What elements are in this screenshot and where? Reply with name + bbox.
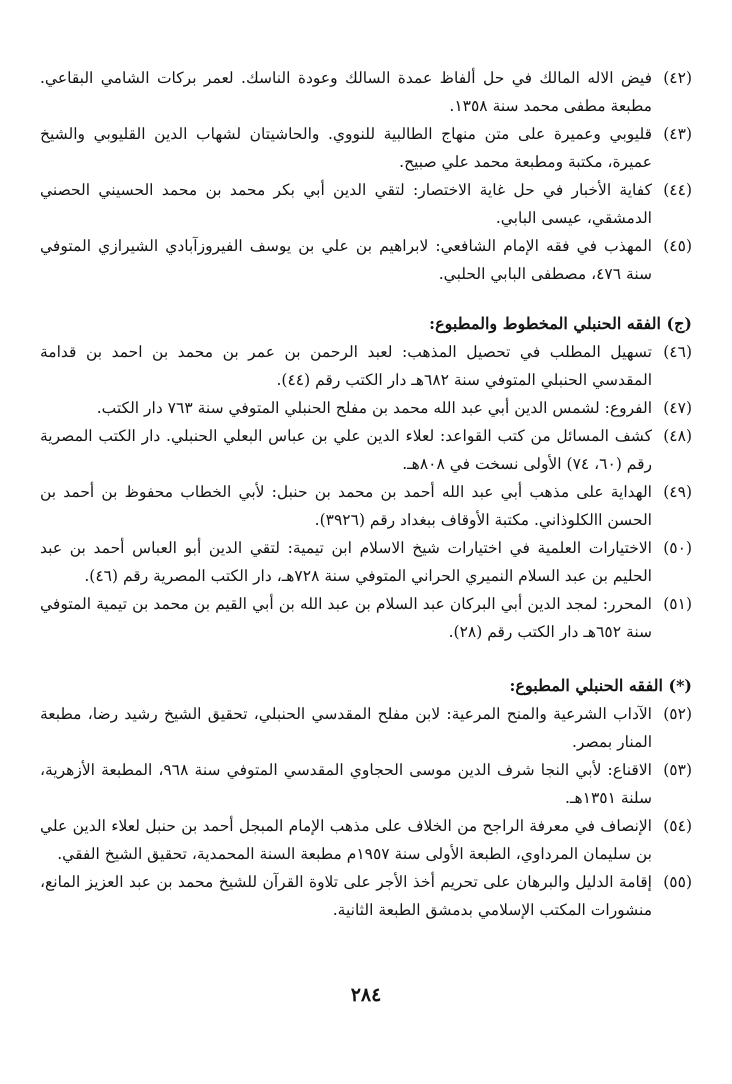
entry-text: قليوبي وعميرة على متن منهاج الطالبية للنووي. والحاشيتان لشهاب الدين القليوبي والشيخ عميرة، مكتبة ومطبعة محمد علي صبيح. [40,125,652,171]
entry-number: (٥١) [663,595,692,613]
spacer [40,646,692,672]
list-item [40,534,692,590]
entry-text: الفروع: لشمس الدين أبي عبد الله محمد بن مفلح الحنبلي المتوفي سنة ٧٦٣ دار الكتب. [96,399,652,417]
list-item [40,812,692,868]
entry-text: المهذب في فقه الإمام الشافعي: لابراهيم بن علي بن يوسف الفيروزآبادي الشيرازي المتوفي سنة ٤٧٦، مصطفى البابي الحلبي. [40,237,652,283]
list-item [40,338,692,394]
entry-text: كفاية الأخبار في حل غاية الاختصار: لتقي الدين أبي بكر محمد بن محمد الحسيني الحصني الدمشقي، عيسى البابي. [40,181,652,227]
entry-number: (٤٤) [663,181,692,199]
section-heading-hanbali-printed: (*) الفقه الحنبلي المطبوع: [509,676,692,695]
entry-text: كشف المسائل من كتب القواعد: لعلاء الدين علي بن عباس البعلي الحنبلي. دار الكتب المصرية رقم (٦٠، ٧٤) الأولى نسخت في ٨٠٨هـ. [40,427,652,473]
section-heading-hanbali-manuscript: (ج) الفقه الحنبلي المخطوط والمطبوع: [429,314,692,333]
entry-number: (٤٧) [663,399,692,417]
list-item [40,176,692,232]
entry-number: (٥٢) [663,705,692,723]
entry-text: المحرر: لمجد الدين أبي البركان عبد السلام بن عبد الله بن أبي القيم بن محمد بن تيمية المتوفي سنة ٦٥٢هـ دار الكتب رقم (٢٨). [40,595,652,641]
entry-number: (٤٣) [663,125,692,143]
list-item [40,394,692,422]
list-item [40,478,692,534]
entry-number: (٤٢) [663,69,692,87]
entry-text: الهداية على مذهب أبي عبد الله أحمد بن محمد بن حنبل: لأبي الخطاب محفوظ بن أحمد بن الحسن االكلوذاني. مكتبة الأوقاف ببغداد رقم (٣٩٢٦). [40,483,652,529]
entry-text: الاقناع: لأبي النجا شرف الدين موسى الحجاوي المقدسي المتوفي سنة ٩٦٨، المطبعة الأزهرية، سلنة ١٣٥١هـ. [40,761,652,807]
entry-number: (٥٥) [663,873,692,891]
entry-number: (٥٤) [663,817,692,835]
entries-hanbali-printed [40,700,692,924]
list-item [40,590,692,646]
entry-text: الاختيارات العلمية في اختيارات شيخ الاسلام ابن تيمية: لتقي الدين أبو العباس أحمد بن عبد الحليم بن عبد السلام النميري الحراني المتوفي سنة ٧٢٨هـ، دار الكتب المصرية رقم (٤٦). [40,539,652,585]
entries-hanbali-manuscript [40,338,692,646]
list-item [40,868,692,924]
entry-number: (٤٦) [663,343,692,361]
list-item [40,422,692,478]
list-item [40,756,692,812]
entry-text: الإنصاف في معرفة الراجح من الخلاف على مذهب الإمام المبجل أحمد بن حنبل لعلاء الدين علي بن سليمان المرداوي، الطبعة الأولى سنة ١٩٥٧م مطبعة السنة المحمدية، تحقيق الشيخ الفقي. [40,817,652,863]
entry-number: (٤٥) [663,237,692,255]
entry-number: (٤٩) [663,483,692,501]
entry-text: تسهيل المطلب في تحصيل المذهب: لعبد الرحمن بن عمر بن محمد بن احمد بن قدامة المقدسي الحنبلي المتوفي سنة ٦٨٢هـ دار الكتب رقم (٤٤). [40,343,652,389]
entry-number: (٥٠) [663,539,692,557]
entry-number: (٤٨) [663,427,692,445]
spacer [40,288,692,310]
list-item [40,232,692,288]
list-item [40,120,692,176]
entry-text: إقامة الدليل والبرهان على تحريم أخذ الأجر على تلاوة القرآن للشيخ محمد بن عبد العزيز المانع، منشورات المكتب الإسلامي بدمشق الطبعة الثانية. [40,873,652,919]
page-number: ٢٨٤ [350,984,382,1006]
entry-text: فيض الاله المالك في حل ألفاظ عمدة السالك وعودة الناسك. لعمر بركات الشامي البقاعي. مطبعة مطفى محمد سنة ١٣٥٨. [40,69,652,115]
entry-number: (٥٣) [663,761,692,779]
entry-text: الآداب الشرعية والمنح المرعية: لابن مفلح المقدسي الحنبلي، تحقيق الشيخ رشيد رضا، مطبعة المنار بمصر. [40,705,652,751]
entries-shafii [40,64,692,288]
list-item [40,700,692,756]
list-item [40,64,692,120]
